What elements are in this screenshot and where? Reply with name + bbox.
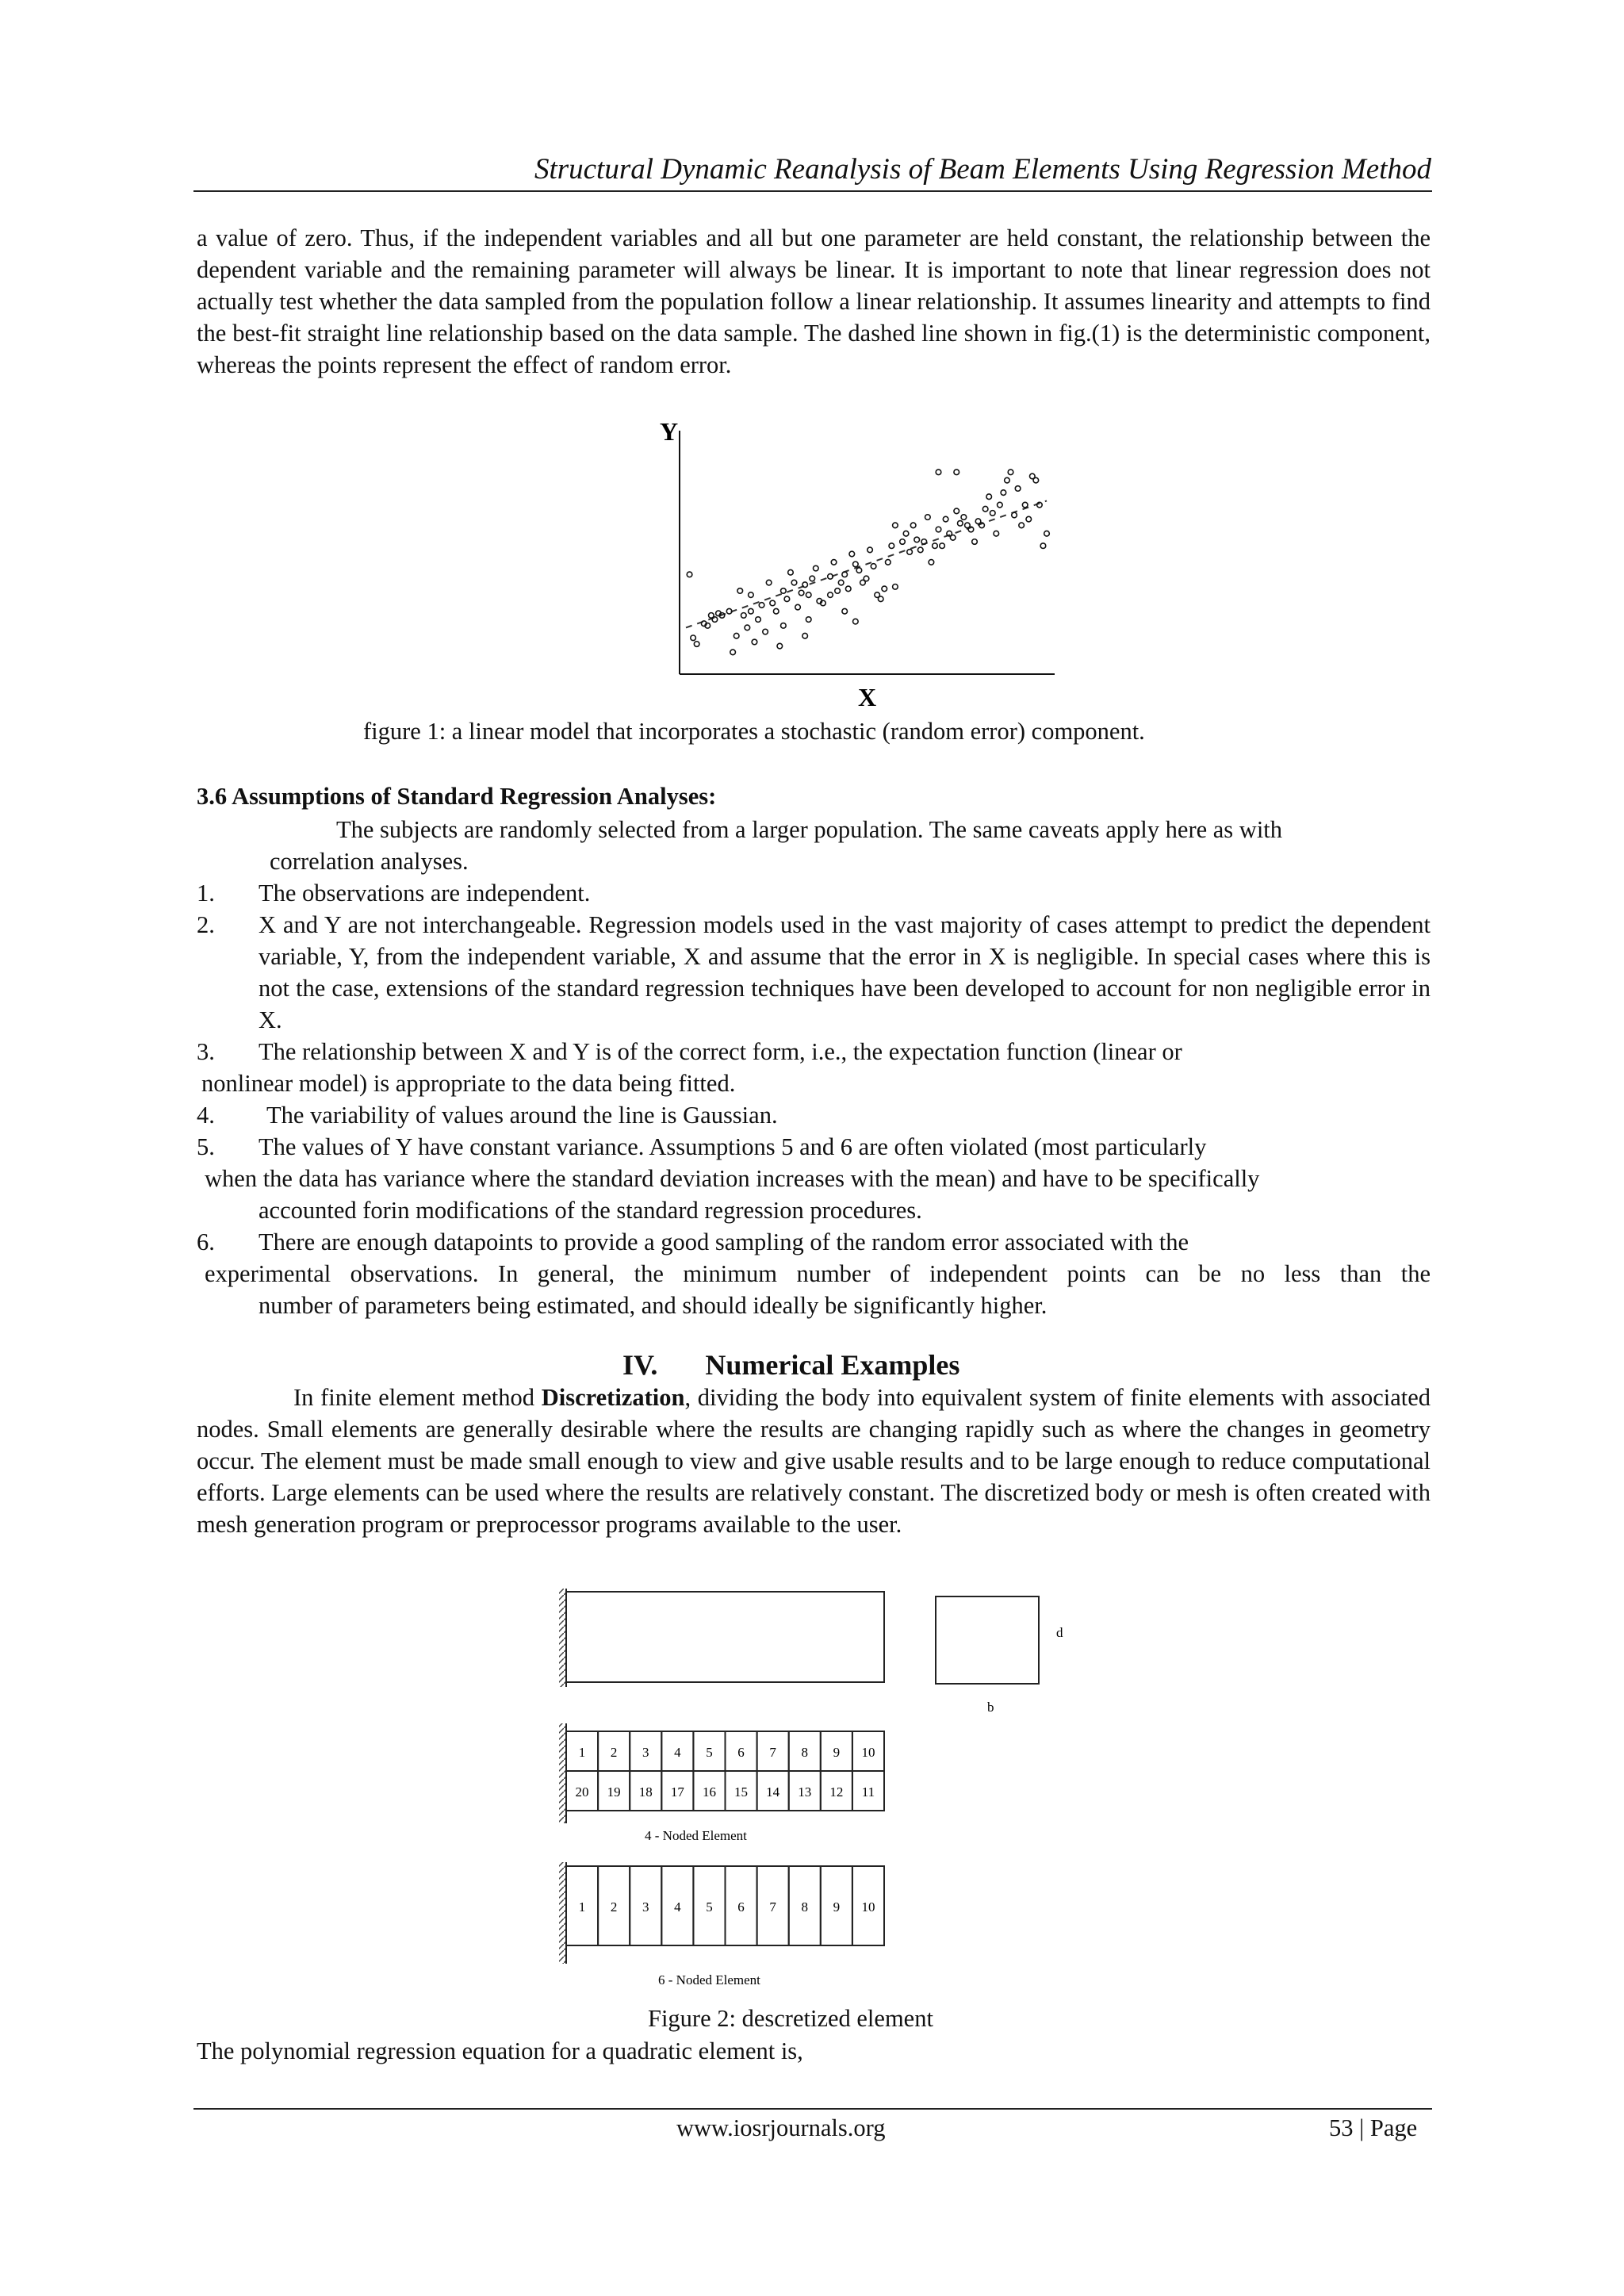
header-rule bbox=[193, 190, 1432, 192]
closing-line: The polynomial regression equation for a quadratic element is, bbox=[197, 2037, 803, 2064]
element-number: 7 bbox=[769, 1899, 776, 1915]
data-point bbox=[990, 511, 995, 516]
data-point bbox=[917, 547, 923, 553]
data-point bbox=[878, 596, 883, 602]
data-point bbox=[1026, 516, 1032, 522]
figure2-caption: Figure 2: descretized element bbox=[648, 2005, 933, 2032]
cross-section bbox=[936, 1596, 1039, 1684]
element-number: 1 bbox=[578, 1745, 586, 1760]
data-point bbox=[961, 515, 967, 520]
data-point bbox=[1001, 490, 1006, 496]
data-point bbox=[1015, 486, 1021, 492]
element-number: 18 bbox=[638, 1784, 653, 1800]
data-point bbox=[766, 580, 772, 585]
data-point bbox=[802, 582, 808, 588]
data-point bbox=[936, 470, 941, 475]
data-point bbox=[835, 588, 841, 594]
element-number: 2 bbox=[610, 1899, 618, 1915]
data-point bbox=[1022, 502, 1028, 508]
data-point bbox=[845, 586, 851, 592]
data-point bbox=[1033, 477, 1039, 483]
figure1-caption: figure 1: a linear model that incorporates a stochastic (random error) component. bbox=[363, 718, 1145, 745]
list-item-number: 3. bbox=[197, 1038, 215, 1065]
element-number: 8 bbox=[801, 1899, 808, 1915]
element-number: 3 bbox=[642, 1899, 649, 1915]
data-point bbox=[759, 603, 764, 608]
element-number: 16 bbox=[702, 1784, 716, 1800]
data-point bbox=[998, 502, 1003, 508]
list-item bbox=[197, 1131, 1431, 1163]
data-point bbox=[903, 531, 909, 536]
element-number: 11 bbox=[861, 1784, 875, 1800]
fixed-support-hatch bbox=[559, 1723, 566, 1823]
data-point bbox=[914, 537, 920, 542]
y-axis-label: Y bbox=[660, 417, 679, 446]
data-point bbox=[691, 635, 696, 641]
data-point bbox=[806, 617, 811, 623]
x-axis-label: X bbox=[858, 683, 877, 711]
beam-outline bbox=[566, 1592, 884, 1682]
data-point bbox=[1005, 477, 1010, 483]
list-item-number: 6. bbox=[197, 1228, 215, 1255]
data-point bbox=[712, 617, 718, 623]
data-point bbox=[900, 539, 906, 545]
fixed-support-hatch bbox=[559, 1589, 566, 1687]
data-point bbox=[853, 562, 859, 567]
element-number: 13 bbox=[798, 1784, 812, 1800]
four-noded-mesh bbox=[566, 1731, 884, 1811]
data-point bbox=[842, 608, 848, 614]
element-number: 20 bbox=[575, 1784, 589, 1800]
data-point bbox=[1044, 531, 1050, 536]
data-point bbox=[929, 560, 934, 565]
element-number: 5 bbox=[706, 1899, 713, 1915]
section-36-intro-line2: correlation analyses. bbox=[270, 848, 469, 875]
element-number: 9 bbox=[833, 1899, 841, 1915]
data-point bbox=[687, 572, 692, 577]
data-point bbox=[933, 543, 938, 549]
element-number: 10 bbox=[861, 1745, 875, 1760]
data-point bbox=[853, 619, 859, 624]
element-number: 4 bbox=[674, 1899, 681, 1915]
data-point bbox=[770, 600, 776, 606]
element-number: 15 bbox=[734, 1784, 749, 1800]
element-number: 3 bbox=[642, 1745, 649, 1760]
data-point bbox=[936, 527, 941, 532]
section-iv-paragraph-lead: In finite element method bbox=[293, 1384, 542, 1411]
list-item-text: The variability of values around the line is Gaussian. bbox=[266, 1102, 778, 1129]
section-36-intro-line1: The subjects are randomly selected from a larger population. The same caveats apply here as with bbox=[336, 816, 1283, 843]
element-number: 14 bbox=[766, 1784, 780, 1800]
data-point bbox=[810, 576, 815, 581]
four-noded-label: 4 - Noded Element bbox=[645, 1828, 747, 1843]
data-point bbox=[784, 596, 790, 602]
data-point bbox=[856, 568, 862, 573]
data-point bbox=[1012, 512, 1017, 518]
data-point bbox=[943, 516, 948, 522]
list-item-continuation: when the data has variance where the standard deviation increases with the mean) and have to be specifically bbox=[205, 1165, 1260, 1192]
data-point bbox=[986, 494, 992, 500]
data-point bbox=[1019, 523, 1025, 528]
data-point bbox=[799, 590, 804, 596]
data-point bbox=[882, 586, 887, 592]
footer-page-number: 53 | Page bbox=[1329, 2114, 1418, 2141]
footer-url: www.iosrjournals.org bbox=[676, 2114, 886, 2141]
data-point bbox=[795, 604, 801, 610]
section-36-heading: 3.6 Assumptions of Standard Regression Analyses: bbox=[197, 783, 717, 810]
data-point bbox=[814, 565, 819, 571]
data-point bbox=[791, 580, 797, 585]
data-point bbox=[893, 585, 898, 590]
dim-b-label: b bbox=[987, 1700, 994, 1715]
list-item-number: 4. bbox=[197, 1102, 215, 1129]
figure1-scatter-chart bbox=[650, 416, 1063, 722]
data-point bbox=[1008, 470, 1013, 475]
data-point bbox=[694, 642, 699, 647]
list-item-continuation: number of parameters being estimated, and should ideally be significantly higher. bbox=[259, 1292, 1048, 1319]
six-noded-label: 6 - Noded Element bbox=[658, 1972, 760, 1987]
fixed-support-hatch bbox=[559, 1862, 566, 1964]
data-point bbox=[864, 576, 869, 581]
element-number: 10 bbox=[861, 1899, 875, 1915]
list-item-text: The relationship between X and Y is of the correct form, i.e., the expectation function (linear or bbox=[259, 1038, 1182, 1065]
data-point bbox=[777, 643, 783, 649]
data-point bbox=[958, 521, 963, 527]
data-point bbox=[749, 592, 754, 598]
list-item-text: X and Y are not interchangeable. Regression models used in the vast majority of cases attempt to predict the dependent variable, Y, from the independent variable, X and assume that the error in X is negligible. In special cases where this is not the case, extensions of the standard regression techniques have been developed to account for non negligible error in X. bbox=[259, 911, 1431, 1033]
element-number: 2 bbox=[610, 1745, 618, 1760]
list-item-continuation: experimental observations. In general, the minimum number of independent points can be no less than the bbox=[205, 1260, 1431, 1287]
data-point bbox=[893, 523, 898, 528]
list-item bbox=[197, 1226, 1431, 1258]
data-point bbox=[972, 539, 978, 545]
list-item-continuation: nonlinear model) is appropriate to the data being fitted. bbox=[201, 1070, 736, 1097]
list-item-continuation: accounted forin modifications of the standard regression procedures. bbox=[259, 1197, 922, 1224]
data-point bbox=[994, 531, 999, 536]
data-point bbox=[741, 613, 747, 619]
section-iv-heading bbox=[622, 1348, 959, 1382]
data-point bbox=[756, 617, 761, 623]
section-iv-title: Numerical Examples bbox=[705, 1349, 960, 1381]
data-point bbox=[849, 551, 855, 557]
data-point bbox=[806, 592, 811, 598]
data-point bbox=[733, 633, 739, 638]
section-iv-number: IV. bbox=[622, 1349, 658, 1381]
data-point bbox=[950, 535, 956, 541]
data-point bbox=[871, 564, 876, 569]
data-point bbox=[737, 588, 743, 594]
element-number: 12 bbox=[829, 1784, 844, 1800]
data-point bbox=[982, 506, 988, 512]
list-item-number: 2. bbox=[197, 911, 215, 938]
discretization-term: Discretization bbox=[541, 1384, 685, 1411]
list-item bbox=[197, 909, 1431, 1036]
data-point bbox=[954, 508, 959, 514]
list-item-text: The observations are independent. bbox=[259, 880, 591, 907]
list-item-number: 1. bbox=[197, 880, 215, 907]
data-point bbox=[781, 588, 787, 594]
list-item-text: There are enough datapoints to provide a good sampling of the random error associated with the bbox=[259, 1228, 1189, 1255]
intro-paragraph: a value of zero. Thus, if the independent variables and all but one parameter are held constant, the relationship between the dependent variable and the remaining parameter will always be linear. It is important to note that linear regression does not actually test whether the data sampled from the population follow a linear relationship. It assumes linearity and attempts to find the best-fit straight line relationship based on the data sample. The dashed line shown in fig.(1) is the deterministic component, whereas the points represent the effect of random error. bbox=[197, 224, 1431, 378]
list-item bbox=[197, 877, 1431, 909]
data-point bbox=[788, 569, 794, 575]
list-item-number: 5. bbox=[197, 1133, 215, 1160]
element-number: 4 bbox=[674, 1745, 681, 1760]
data-point bbox=[763, 629, 768, 634]
element-number: 7 bbox=[769, 1745, 776, 1760]
data-point bbox=[925, 515, 931, 520]
data-point bbox=[828, 592, 833, 598]
element-number: 6 bbox=[737, 1899, 745, 1915]
data-point bbox=[752, 639, 757, 645]
data-point bbox=[838, 580, 844, 585]
element-number: 8 bbox=[801, 1745, 808, 1760]
element-number: 9 bbox=[833, 1745, 841, 1760]
element-number: 17 bbox=[670, 1784, 684, 1800]
data-point bbox=[940, 543, 945, 549]
element-number: 1 bbox=[578, 1899, 586, 1915]
figure2-discretized-element-diagram bbox=[551, 1582, 1090, 1995]
six-noded-mesh bbox=[566, 1866, 884, 1945]
data-point bbox=[907, 550, 913, 555]
trend-line bbox=[686, 500, 1047, 627]
data-point bbox=[868, 547, 873, 553]
data-point bbox=[781, 623, 787, 629]
data-point bbox=[954, 470, 959, 475]
running-title: Structural Dynamic Reanalysis of Beam Elements Using Regression Method bbox=[534, 153, 1431, 186]
data-point bbox=[889, 543, 894, 549]
element-number: 6 bbox=[737, 1745, 745, 1760]
section-iv-paragraph bbox=[197, 1382, 1431, 1540]
data-point bbox=[730, 650, 736, 655]
element-number: 19 bbox=[607, 1784, 621, 1800]
section-iv-paragraph-body: , dividing the body into equivalent system of finite elements with associated nodes. Small elements are generally desirable where the results are changing rapidly such as where the changes in geometry occur. The element must be made small enough to view and give usable results and to be large enough to reduce computational efforts. Large elements can be used where the results are relatively constant. The discretized body or mesh is often created with mesh generation program or preprocessor programs available to the user. bbox=[197, 1384, 1431, 1538]
dim-d-label: d bbox=[1056, 1625, 1063, 1640]
list-item-text: The values of Y have constant variance. Assumptions 5 and 6 are often violated (most particularly bbox=[259, 1133, 1207, 1160]
data-point bbox=[749, 608, 754, 614]
data-point bbox=[910, 523, 916, 528]
data-point bbox=[773, 608, 779, 614]
data-point bbox=[886, 560, 891, 565]
list-item bbox=[197, 1036, 1431, 1068]
data-point bbox=[831, 560, 837, 565]
data-point bbox=[1040, 543, 1046, 549]
element-number: 5 bbox=[706, 1745, 713, 1760]
list-item bbox=[197, 1099, 1431, 1131]
data-point bbox=[802, 633, 808, 638]
footer-rule bbox=[193, 2108, 1432, 2110]
data-point bbox=[745, 625, 750, 631]
